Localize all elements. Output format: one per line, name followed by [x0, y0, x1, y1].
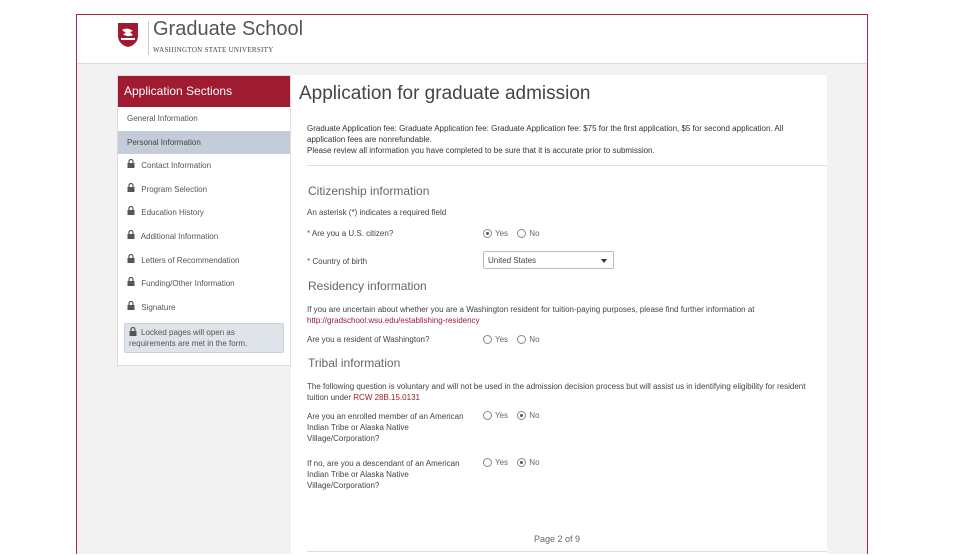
- no-label: No: [529, 411, 540, 420]
- required-field-note: An asterisk (*) indicates a required field: [307, 208, 447, 217]
- descendant-no-option[interactable]: [517, 458, 539, 467]
- tribal-section-title: Tribal information: [308, 356, 401, 370]
- enrolled-member-question: Are you an enrolled member of an American Indian Tribe or Alaska Native Village/Corporation?: [307, 412, 464, 443]
- lock-icon: [127, 201, 137, 225]
- us-citizen-yes-option[interactable]: [483, 229, 508, 238]
- page-title: Application for graduate admission: [299, 83, 591, 104]
- review-text: Please review all information you have completed to be sure that it is accurate prior to submission.: [307, 146, 655, 155]
- sidebar-item-additional-information[interactable]: [118, 225, 290, 249]
- radio-icon[interactable]: [517, 335, 526, 344]
- required-asterisk: *: [307, 257, 311, 266]
- main-content: [291, 75, 827, 555]
- sidebar-item-funding-other-information[interactable]: [118, 272, 290, 296]
- descendant-question: If no, are you a descendant of an American Indian Tribe or Alaska Native Village/Corporation?: [307, 459, 460, 490]
- radio-icon[interactable]: [517, 229, 526, 238]
- locked-pages-note-text: Locked pages will open as requirements are met in the form.: [129, 328, 248, 349]
- residency-text-body: If you are uncertain about whether you are a Washington resident for tuition-paying purposes, please find further information at: [307, 305, 755, 314]
- radio-icon[interactable]: [483, 335, 492, 344]
- sidebar-item-personal-information[interactable]: [118, 131, 290, 155]
- sidebar-item-general-information[interactable]: [118, 107, 290, 131]
- no-label: No: [529, 335, 540, 344]
- us-citizen-no-option[interactable]: [517, 229, 539, 238]
- fee-notice: [307, 123, 797, 156]
- residency-link[interactable]: http://gradschool.wsu.edu/establishing-residency: [307, 316, 480, 325]
- lock-icon: [127, 272, 137, 296]
- descendant-yes-option[interactable]: [483, 458, 508, 467]
- sidebar-item-label: Personal Information: [127, 137, 201, 147]
- sidebar-item-label: Funding/Other Information: [141, 279, 235, 289]
- us-citizen-label: Are you a U.S. citizen?: [311, 229, 394, 238]
- yes-label: Yes: [495, 458, 509, 467]
- yes-label: Yes: [495, 411, 509, 420]
- radio-icon[interactable]: [483, 411, 492, 420]
- no-label: No: [529, 458, 540, 467]
- sidebar-item-program-selection[interactable]: [118, 178, 290, 202]
- required-asterisk: *: [307, 229, 311, 238]
- country-of-birth-question: [307, 257, 367, 266]
- lock-icon: [127, 296, 137, 320]
- sidebar-item-label: General Information: [127, 114, 198, 123]
- country-of-birth-select[interactable]: [483, 251, 614, 269]
- us-citizen-radio-group: [483, 229, 547, 238]
- washington-resident-yes-option[interactable]: [483, 335, 508, 344]
- rcw-link[interactable]: RCW 28B.15.0131: [353, 393, 420, 402]
- tribal-text: [307, 381, 807, 403]
- brand-subtitle: WASHINGTON STATE UNIVERSITY: [153, 46, 274, 54]
- sidebar-item-label: Program Selection: [141, 184, 208, 194]
- sidebar-item-label: Education History: [141, 208, 204, 218]
- page-indicator: Page 2 of 9: [534, 534, 581, 544]
- lock-icon: [129, 327, 139, 339]
- sidebar-item-education-history[interactable]: [118, 201, 290, 225]
- country-of-birth-value: United States: [488, 256, 537, 265]
- sidebar: [117, 75, 291, 366]
- divider: [307, 165, 827, 166]
- no-label: No: [529, 229, 540, 238]
- lock-icon: [127, 178, 137, 202]
- divider: [307, 551, 827, 552]
- country-of-birth-label: Country of birth: [312, 257, 368, 266]
- logo-divider: [148, 21, 149, 55]
- app-frame: [76, 14, 868, 554]
- sidebar-item-label: Contact Information: [141, 161, 212, 171]
- brand-title[interactable]: Graduate School: [153, 18, 304, 40]
- sidebar-header: Application Sections: [118, 76, 290, 107]
- us-citizen-question: [307, 229, 393, 238]
- radio-selected-icon[interactable]: [517, 458, 526, 467]
- lock-icon: [127, 225, 137, 249]
- lock-icon: [127, 154, 137, 178]
- tribal-text-body: The following question is voluntary and will not be used in the admission decision process but will assist us in identifying eligibility for resident tuition under: [307, 382, 806, 402]
- enrolled-member-radio-group: [483, 411, 547, 420]
- caret-down-icon: [601, 259, 607, 263]
- lock-icon: [127, 249, 137, 273]
- sidebar-item-label: Signature: [141, 302, 176, 312]
- washington-resident-no-option[interactable]: [517, 335, 539, 344]
- radio-selected-icon[interactable]: [517, 411, 526, 420]
- sidebar-item-contact-information[interactable]: [118, 154, 290, 178]
- sidebar-item-letters-of-recommendation[interactable]: [118, 249, 290, 273]
- citizenship-section-title: Citizenship information: [308, 184, 430, 198]
- yes-label: Yes: [495, 229, 509, 238]
- fee-text: Graduate Application fee: Graduate Application fee: Graduate Application fee: $75 for the first application, $5 for second application. All application fees are nonrefundable.: [307, 124, 784, 144]
- yes-label: Yes: [495, 335, 509, 344]
- wsu-cougar-logo-icon[interactable]: [117, 22, 139, 48]
- washington-resident-question: Are you a resident of Washington?: [307, 335, 430, 344]
- enrolled-member-yes-option[interactable]: [483, 411, 508, 420]
- washington-resident-radio-group: [483, 335, 547, 344]
- enrolled-member-no-option[interactable]: [517, 411, 539, 420]
- site-header: [77, 15, 867, 64]
- sidebar-item-signature[interactable]: [118, 296, 290, 320]
- radio-selected-icon[interactable]: [483, 229, 492, 238]
- residency-text: [307, 304, 807, 326]
- residency-section-title: Residency information: [308, 279, 427, 293]
- sidebar-item-label: Letters of Recommendation: [141, 255, 240, 265]
- locked-pages-note: [124, 323, 284, 353]
- sidebar-item-label: Additional Information: [140, 231, 219, 241]
- radio-icon[interactable]: [483, 458, 492, 467]
- descendant-radio-group: [483, 458, 547, 467]
